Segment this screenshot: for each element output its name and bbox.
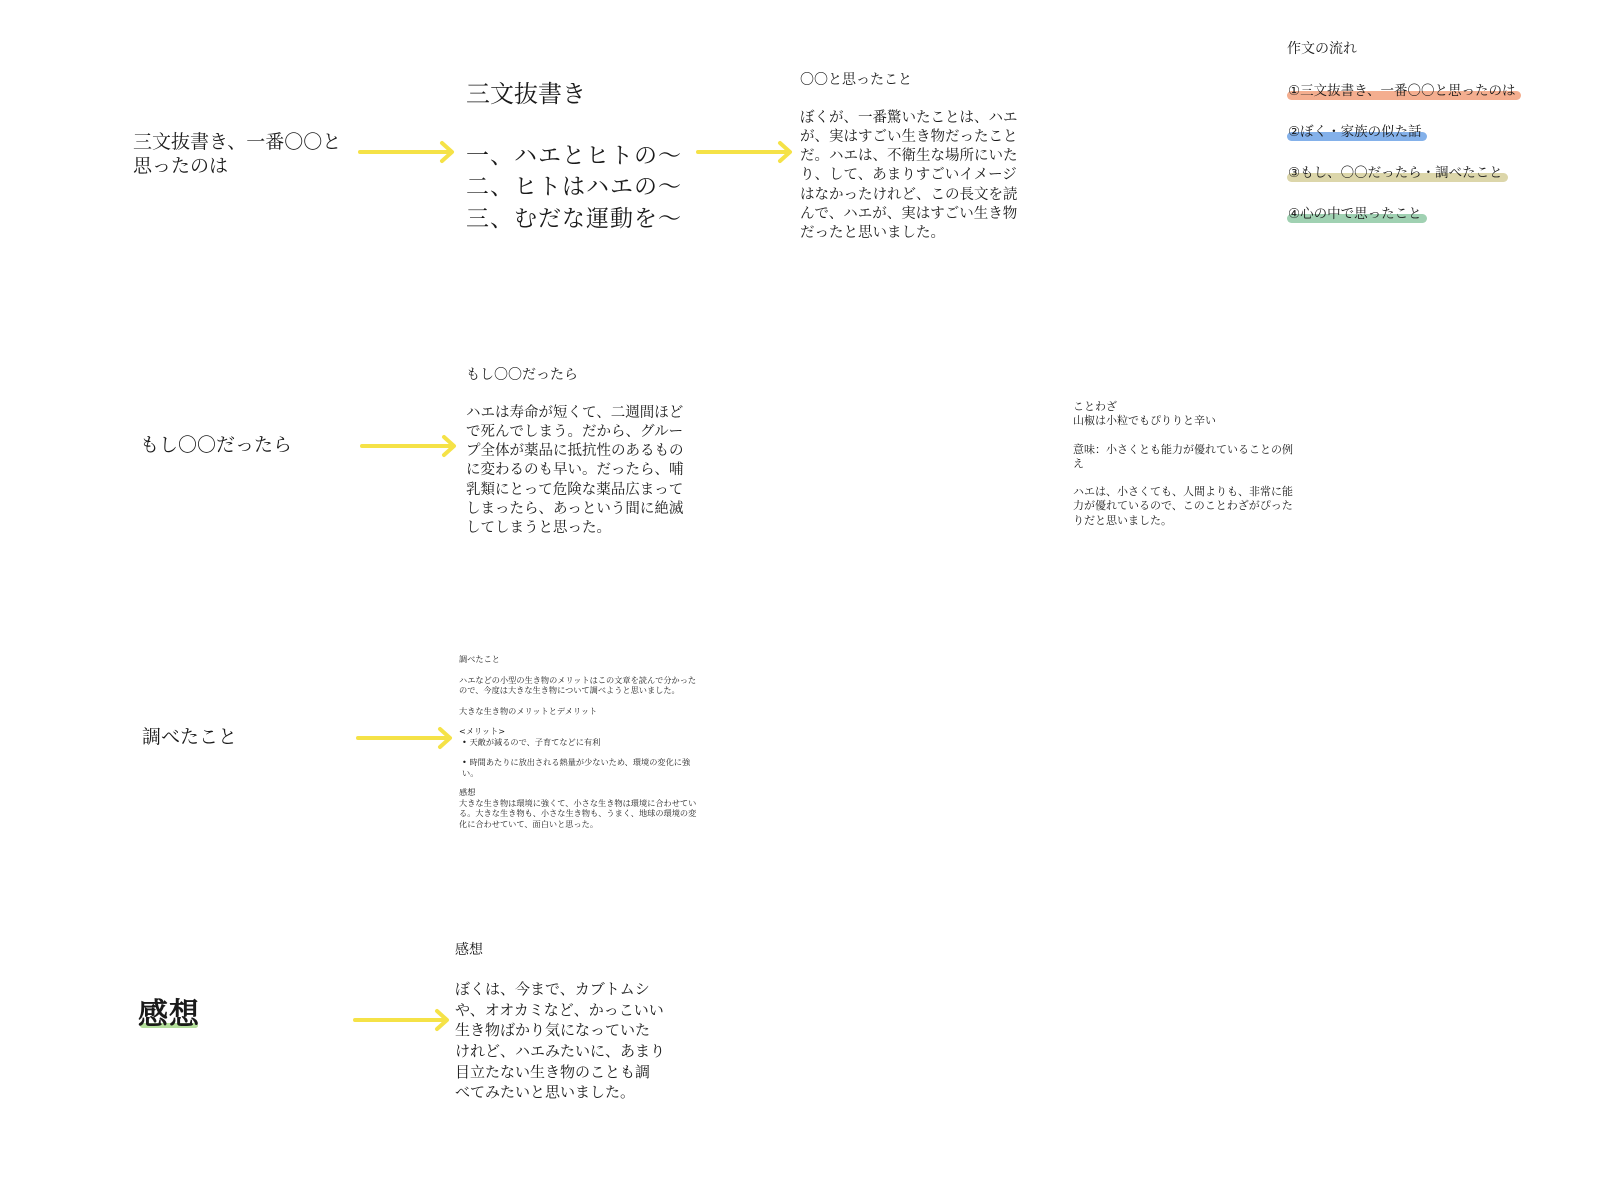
kotowaza-card-comment: ハエは、小さくても、人間よりも、非常に能 力が優れているので、このことわざがぴった りだと思いました。 — [1073, 485, 1293, 527]
kotowaza-card-meaning: 意味：小さくとも能力が優れていることの例 え — [1073, 442, 1293, 470]
shirabeta-card-merit-heading: <メリット> — [459, 726, 506, 736]
arrow-shirabeta-to-card — [356, 726, 456, 750]
moshi-card-body: ハエは寿命が短くて、二週間ほど で死んでしまう。だから、グルー プ全体が薬品に抵抗性のあるもの に変わるのも早い。だったら、哺 乳類にとって危険な薬品広まって しまったら、あっという間に絶滅 してしまうと思った。 — [466, 405, 684, 536]
arrow-moshi-to-card — [360, 434, 460, 458]
kotowaza-card-proverb: 山椒は小粒でもぴりりと辛い — [1073, 414, 1216, 428]
row-label-moshi: もし〇〇だったら — [140, 434, 293, 456]
sanbun-card-lines: 一、ハエとヒトの〜 二、ヒトはハエの〜 三、むだな運動を〜 — [466, 143, 682, 232]
flow-item-2: ②ぼく・家族の似た話 — [1287, 120, 1425, 140]
shirabeta-card-bullet-2: • 時間あたりに放出される熱量が少ないため、環境の変化に強 い。 — [462, 757, 691, 778]
flow-legend-title: 作文の流れ — [1287, 41, 1357, 57]
kansou-card — [455, 939, 695, 1103]
omotta-card-title: 〇〇と思ったこと — [800, 72, 912, 88]
shirabeta-card-subheading: 大きな生き物のメリットとデメリット — [459, 705, 598, 716]
kansou-card-title: 感想 — [455, 942, 483, 958]
row-label-kansou: 感想 — [138, 997, 200, 1032]
moshi-card — [466, 364, 696, 538]
row-label-sanbun: 三文抜書き、一番〇〇と 思ったのは — [133, 131, 342, 177]
shirabeta-card-bullet-1: • 天敵が減るので、子育てなどに有利 — [462, 736, 601, 747]
flow-item-4: ④心の中で思ったこと — [1287, 202, 1425, 222]
flow-item-3: ③もし、〇〇だったら・調べたこと — [1287, 161, 1506, 181]
shirabeta-card-impression-body: 大きな生き物は環境に強くて、小さな生き物は環境に合わせてい る。大きな生き物も、小さな生き物も、うまく、地球の環境の変 化に合わせていて、面白いと思った。 — [459, 797, 697, 829]
flow-item-1: ①三文抜書き、一番〇〇と思ったのは — [1287, 79, 1519, 99]
row-label-shirabeta: 調べたこと — [142, 726, 238, 748]
kotowaza-card — [1073, 400, 1313, 528]
shirabeta-card-title: 調べたこと — [459, 654, 500, 664]
shirabeta-card-impression-title: 感想 — [459, 787, 476, 797]
kansou-card-body: ぼくは、今まで、カブトムシ や、オオカミなど、かっこいい 生き物ばかり気になっていた けれど、ハエみたいに、あまり 目立たない生き物のことも調 べてみたいと思いました。 — [455, 980, 666, 1102]
shirabeta-card — [459, 654, 699, 829]
arrow-sanbun-to-omotta — [696, 140, 796, 164]
omotta-card-body: ぼくが、一番驚いたことは、ハエ が、実はすごい生き物だったこと だ。ハエは、不衛生な場所にいた り、して、あまりすごいイメージ はなかったけれど、この長文を読 んで、ハエが、実はすごい生き物 だったと思いました。 — [800, 110, 1018, 241]
moshi-card-title: もし〇〇だったら — [466, 367, 578, 383]
kotowaza-card-title: ことわざ — [1073, 400, 1117, 413]
arrow-sanbun-to-card — [358, 140, 458, 164]
flow-legend — [1287, 38, 1587, 228]
sanbun-card — [466, 74, 682, 235]
omotta-card — [800, 69, 1040, 243]
arrow-kansou-to-card — [353, 1008, 453, 1032]
sanbun-card-title: 三文抜書き — [466, 80, 586, 108]
shirabeta-card-intro: ハエなどの小型の生き物のメリットはこの文章を読んで分かった ので、今度は大きな生き物について調べようと思いました。 — [459, 674, 697, 695]
